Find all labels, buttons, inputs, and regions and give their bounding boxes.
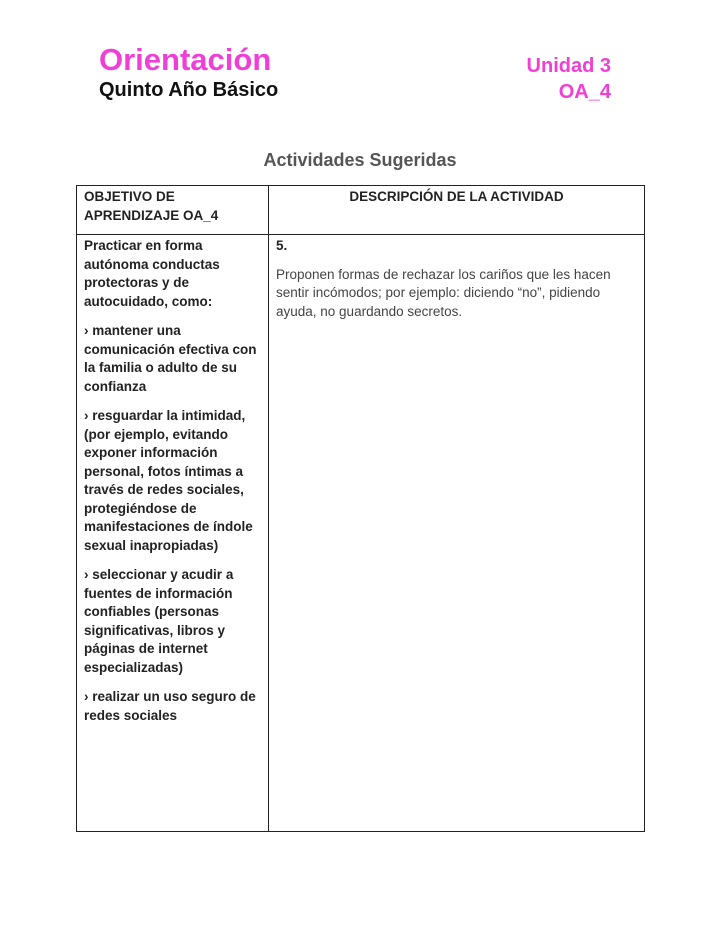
description-cell [269,235,645,832]
objective-header: OBJETIVO DE APRENDIZAJE OA_4 [77,186,269,235]
course-level: Quinto Año Básico [99,79,279,101]
header-left [99,42,278,102]
objective-paragraph: Practicar en forma autónoma conductas protectoras y de autocuidado, como: [84,238,220,309]
activities-table [76,185,645,832]
oa-label: OA_4 [558,81,611,103]
objective-paragraph: › seleccionar y acudir a fuentes de información confiables (personas significativas, libros y páginas de internet especializadas) [84,567,234,675]
objective-paragraph: › resguardar la intimidad, (por ejemplo, evitando exponer información personal, fotos íntimas a través de redes sociales, protegiéndose de manifestaciones de índole sexual inapropiadas) [84,408,253,553]
activity-text: Proponen formas de rechazar los cariños que les hacen sentir incómodos; por ejemplo: diciendo “no”, pidiendo ayuda, no guardando secretos. [276,266,611,319]
unit-label: Unidad 3 [526,55,611,77]
activity-number: 5. [276,238,288,253]
section-title: Actividades Sugeridas [263,150,457,170]
objective-paragraph: › realizar un uso seguro de redes sociales [84,689,256,723]
subject-title: Orientación [99,42,272,77]
objective-paragraph: › mantener una comunicación efectiva con la familia o adulto de su confianza [84,323,257,394]
objective-cell [77,235,269,832]
table-header-row [77,186,645,235]
description-header: DESCRIPCIÓN DE LA ACTIVIDAD [269,186,645,235]
table-row [77,235,645,832]
header-right [527,53,611,105]
